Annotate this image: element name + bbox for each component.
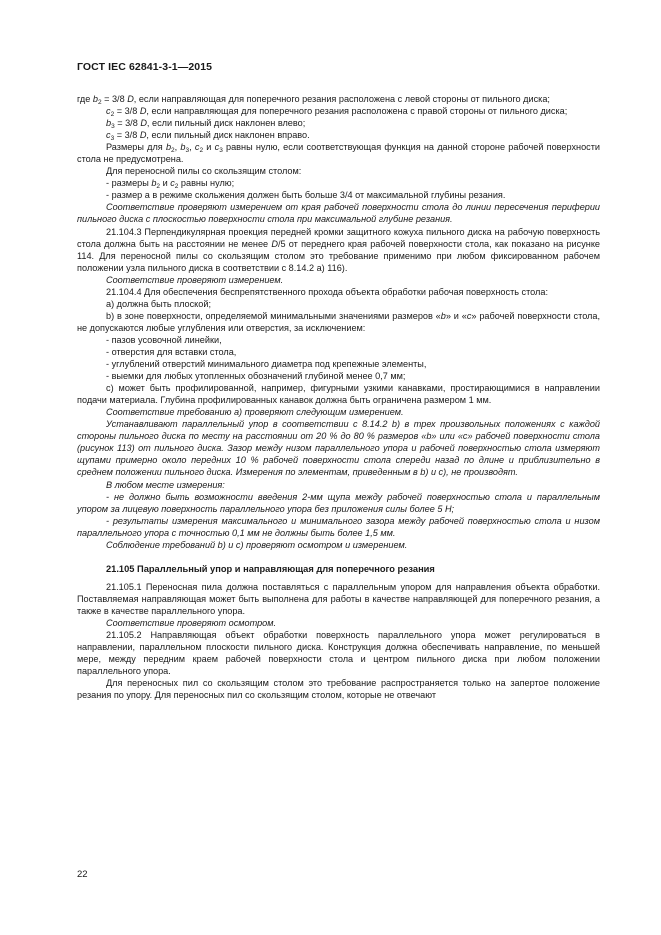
list-item: c) может быть профилированной, например, фигурными узкими канавками, простирающимися в направлении подачи материала. Глубина профилированных канавок должна быть ограничена размером 1 мм. [77,383,600,406]
clause-21-105-1: 21.105.1 Переносная пила должна поставляться с параллельным упором для направления объекта обработки. Поставляемая направляющая может быть выполнена для работы в качестве направляющей для поперечного резания, а также в качестве параллельного упора. [77,581,600,616]
paragraph: Для переносной пилы со скользящим столом: [106,166,302,177]
compliance-note: - результаты измерения максимального и минимального зазора между рабочей поверхностью стола и низом параллельного упора с точностью 0,1 мм не должны быть более 1,5 мм. [77,515,600,538]
clause-21-104-3: 21.104.3 Перпендикулярная проекция передней кромки защитного кожуха пильного диска на рабочую поверхность стола должна быть на расстоянии не менее D/5 от переднего края рабочей поверхности стола, как показано на рисунке 114. Для переносной пилы со скользящим столом это требование применимо при любом фиксированном рабочем положении узла пильного диска в соответствии с 8.14.2 a) 116). [77,226,600,273]
list-item: - углублений отверстий минимального диаметра под крепежные элементы, [106,359,427,370]
paragraph: $b_3 = 3/8$ D, если пильный диск наклонен влево; [106,118,306,131]
list-item: b) в зоне поверхности, определяемой минимальными значениями размеров «b» и «c» рабочей поверхности стола, не допускаются любые углубления или отверстия, за исключением: [77,310,600,333]
paragraph: $c_2 = 3/8$ D, если направляющая для поперечного резания расположена с правой стороны от пильного диска; [106,106,568,119]
compliance-note: Устанавливают параллельный упор в соответствии с 8.14.2 b) в трех произвольных положениях с каждой стороны пильного диска по месту на расстоянии от 20 % до 80 % размеров «b» или «c» рабочей поверхности стола (рисунок 113) от пильного диска. Зазор между низом параллельного упора и рабочей поверхностью стола измеряют щупами примерно около передних 10 % рабочей поверхности стола спереди назад по длине и приблизительно в среднем положении пильного диска. Измерения по элементам, приведенным в b) и c), не производят. [77,419,600,478]
compliance-note: Соблюдение требований b) и c) проверяют осмотром и измерением. [106,539,408,550]
compliance-note: Соответствие проверяют измерением. [106,274,284,285]
compliance-note: Соответствие проверяют осмотром. [106,617,277,628]
list-item: a) должна быть плоской; [106,298,211,309]
list-item: - размер a в режиме скольжения должен быть больше 3/4 от максимальной глубины резания. [106,190,506,201]
compliance-note: Соответствие требованию a) проверяют следующим измерением. [106,407,404,418]
paragraph: Размеры для $b_2$, $b_3$, $c_2$ и $c_3$ равны нулю, если соответствующая функция на данной стороне рабочей поверхности стола не предусмотрена. [77,142,600,165]
compliance-note: В любом месте измерения: [106,479,225,490]
list-item: - отверстия для вставки стола, [106,346,237,357]
page-number: 22 [77,869,88,880]
document-body [77,93,600,701]
paragraph: где $b_2 = 3/8$ D, если направляющая для поперечного резания расположена с левой стороны от пильного диска; [77,94,550,106]
list-item: - размеры $b_2$ и $c_2$ равны нулю; [106,178,235,191]
paragraph: Для переносных пил со скользящим столом это требование распространяется только на запертое положение резания по упору. Для переносных пил со скользящим столом, которые не отвечают [77,678,600,701]
paragraph: $c_3 = 3/8$ D, если пильный диск наклонен вправо. [106,130,310,143]
list-item: - пазов усовочной линейки, [106,334,222,345]
compliance-note: Соответствие проверяют измерением от края рабочей поверхности стола до линии пересечения периферии пильного диска с плоскостью поверхности стола при максимальной глубине резания. [77,202,600,225]
section-heading: 21.105 Параллельный упор и направляющая для поперечного резания [106,563,435,574]
document-header: ГОСТ IEC 62841-3-1—2015 [77,61,213,73]
clause-21-105-2: 21.105.2 Направляющая объект обработки поверхность параллельного упора может регулироваться в направлении, параллельном плоскости пильного диска. Конструкция должна обеспечивать направление, по меньшей мере, между передним краем рабочей поверхности стола и центром пильного диска при любом положении параллельного упора. [77,630,600,677]
compliance-note: - не должно быть возможности введения 2-мм щупа между рабочей поверхностью стола и параллельным упором за лицевую поверхность параллельного упора без приложения силы более 5 Н; [77,491,600,514]
clause-21-104-4: 21.104.4 Для обеспечения беспрепятственного прохода объекта обработки рабочая поверхность стола: [106,286,548,297]
list-item: - выемки для любых утопленных обозначений глубиной менее 0,7 мм; [106,371,406,382]
